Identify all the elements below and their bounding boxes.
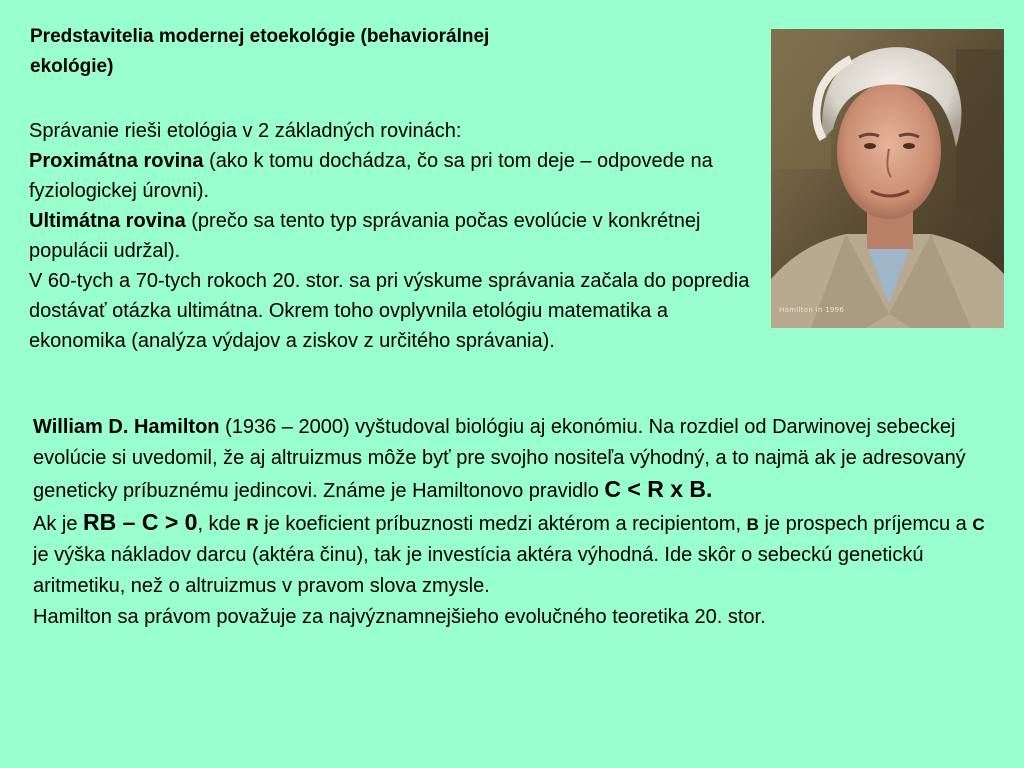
r-symbol: R <box>246 515 259 534</box>
hamilton-rule: C < R x B. <box>604 476 713 502</box>
ultimate-level-term: Ultimátna rovina <box>29 210 186 232</box>
intro-paragraph-3 <box>29 206 769 266</box>
hamilton-closing: Hamilton sa právom považuje za najvýznamnejšieho evolučného teoretika 20. stor. <box>33 606 766 628</box>
hamilton-bio-paragraph <box>33 412 993 507</box>
photo-caption: Hamilton in 1996 <box>779 306 845 314</box>
b-description: je prospech príjemcu a <box>758 513 973 535</box>
rule-formula: RB – C > 0 <box>83 509 198 535</box>
hamilton-text <box>33 412 993 633</box>
portrait-photo-icon <box>771 29 1004 328</box>
intro-paragraph-4: V 60-tych a 70-tych rokoch 20. stor. sa pri výskume správania začala do popredia dostávať otázka ultimátna. Okrem toho ovplyvnila etológiu matematika a ekonomika (analýza výdajov a ziskov z určitého správania). <box>29 270 750 352</box>
ak-je-text: Ak je <box>33 513 84 535</box>
title-line-2: ekológie) <box>30 56 114 77</box>
intro-text <box>29 116 769 356</box>
hamilton-portrait-photo <box>771 29 1004 328</box>
title-line-1: Predstavitelia modernej etoekológie (behaviorálnej <box>30 26 490 47</box>
kde-text: , kde <box>197 513 247 535</box>
intro-paragraph-2 <box>29 146 769 206</box>
b-symbol: B <box>746 515 759 534</box>
hamilton-rule-explanation <box>33 507 993 602</box>
proximate-level-text: (ako k tomu dochádza, čo sa pri tom deje – odpovede na fyziologickej úrovni). <box>29 150 713 202</box>
intro-paragraph-1: Správanie rieši etológia v 2 základných rovinách: <box>29 120 462 142</box>
hamilton-name: William D. Hamilton <box>33 416 220 438</box>
slide-title <box>30 22 690 82</box>
proximate-level-term: Proximátna rovina <box>29 150 204 172</box>
c-symbol: C <box>972 515 985 534</box>
hamilton-bio: (1936 – 2000) vyštudoval biológiu aj ekonómiu. Na rozdiel od Darwinovej sebeckej evolúcie si uvedomil, že aj altruizmus môže byť pre svojho nositeľa výhodný, a to najmä ak je adresovaný geneticky príbuznému jedincovi. Známe je Hamiltonovo pravidlo <box>33 416 966 502</box>
c-description: je výška nákladov darcu (aktéra činu), tak je investícia aktéra výhodná. Ide skôr o sebeckú genetickú aritmetiku, než o altruizmus v pravom slova zmysle. <box>33 544 924 597</box>
r-description: je koeficient príbuznosti medzi aktérom a recipientom, <box>258 513 747 535</box>
ultimate-level-text: (prečo sa tento typ správania počas evolúcie v konkrétnej populácii udržal). <box>29 210 701 262</box>
